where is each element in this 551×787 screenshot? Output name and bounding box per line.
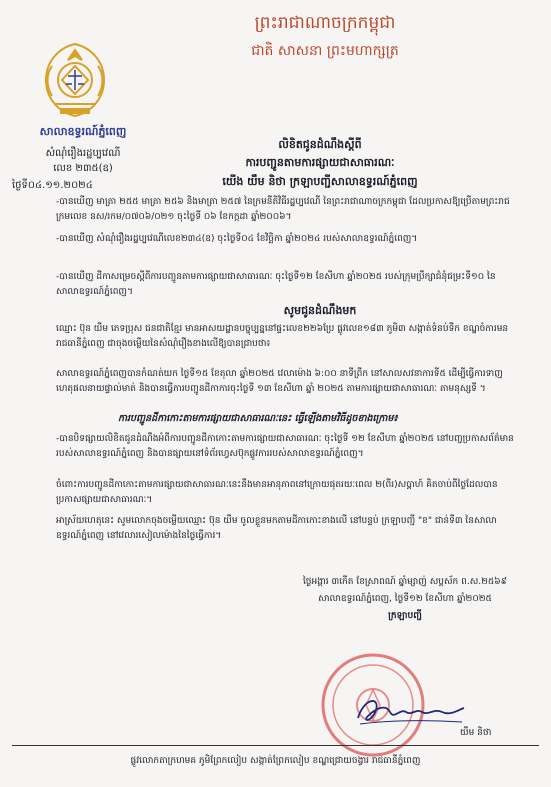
notice-issuer: យើង យឹម និថា ក្រឡាបញ្ជីសាលាឧទ្ធរណ៍ភ្នំពេញ: [222, 175, 418, 188]
paragraph-effect: ចំពោះការបញ្ជូនដីកាកោះតាមការផ្សាយជាសាធារណៈនេះនឹងមានអានុភាពនៅក្រោយផុតរយៈពេល ២(ពីរ)សប្ដាហ៍ គិតចាប់ពីថ្ងៃដែលបានប្រកាសផ្សាយជាសាធារណៈ។: [56, 480, 498, 505]
paragraph-summons: អាស្រ័យហេតុនេះ សូមលោកចុងចម្លើយឈ្មោះ ប៊ុន យឹម ចូលខ្លួនមកតាមដីកាកោះខាងលើ នៅបន្ទប់ ក្រឡាបញ្ជី "ខ" ជាន់ទី៣ នៃសាលាឧទ្ធរណ៍ភ្នំពេញ នៅវេលារសៀលម៉ោងនៃថ្ងៃធ្វើការ។: [56, 516, 497, 541]
case-office: សំណុំរឿងរដ្ឋប្បវេណី: [45, 148, 121, 159]
paragraph-publication: -បានបិទផ្សាយលិខិតជូនដំណឹងអំពីការបញ្ជូនដីកាកោះតាមការផ្សាយជាសាធារណៈ ចុះថ្ងៃទី ១២ ខែសីហា ឆ្នាំ២០២៥ នៅបញ្ចប្រកាសព័ត៌មានរបស់សាលាឧទ្ធរណ៍ភ្នំពេញ និងបានផ្សាយនៅទំព័រហ្វេសប៊ុកផ្លូវការរបស់សាលាឧទ្ធរណ៍ភ្នំពេញ។: [56, 434, 514, 459]
signer-role: ក្រឡាបញ្ជី: [388, 611, 422, 621]
paragraph-case-file: -បានឃើញ សំណុំរឿងរដ្ឋប្បវេណីលេខ២៣៤(ឧ) ចុះថ្ងៃទី០៤ ខែវិច្ឆិកា ឆ្នាំ២០២៤ របស់សាលាឧទ្ធរណ៍ភ្នំពេញ។: [56, 234, 418, 244]
document-number: លេខ ២៣៥(ឧ): [53, 163, 113, 174]
court-emblem-icon: [32, 36, 118, 124]
handwritten-signature: [350, 690, 470, 730]
document-date: ថ្ងៃទី០៤.១១.២០២៤: [12, 180, 93, 191]
lunar-date: ថ្ងៃអង្គារ ៣កើត ខែស្រាពណ៍ ឆ្នាំម្សាញ់ សប្តស័ក ព.ស.២៥៦៩: [302, 577, 508, 587]
notice-heading: សូមជូនដំណឹងមក: [283, 304, 357, 317]
notice-subtitle: ការបញ្ជូនតាមការផ្សាយជាសាធារណៈ: [245, 156, 395, 169]
signer-name: យឹម និថា: [460, 728, 492, 738]
footer-divider: [12, 745, 539, 746]
footer-address: ផ្លូវលោកតាក្រហមគ ភូមិព្រែកលៀប សង្កាត់ព្រែកលៀប ខណ្ឌជ្រោយចង្វារ រាជធានីភ្នំពេញ: [130, 756, 421, 766]
place-date: សាលាឧទ្ធរណ៍ភ្នំពេញ, ថ្ងៃទី១២ ខែសីហា ឆ្នាំ២០២៥: [318, 594, 492, 604]
court-name: សាលាឧទ្ធរណ៍ភ្នំពេញ: [39, 125, 127, 138]
paragraph-legal-basis: -បានឃើញ មាត្រា ២៥៥ មាត្រា ២៥៦ និងមាត្រា ២៥៧ នៃក្រមនីតិវិធីរដ្ឋប្បវេណី នៃព្រះរាជាណាចក្រកម្ពុជា ដែលប្រកាសឱ្យប្រើតាមព្រះរាជក្រមលេខ នស/រកម/០៧០៦/០២១ ចុះថ្ងៃទី ០៦ ខែកក្កដា ឆ្នាំ២០០៦។: [56, 197, 510, 222]
paragraph-addressee: ឈ្មោះ ប៊ុន យឹម ភេទប្រុស ជនជាតិខ្មែរ មានអាសយដ្ឋានបច្ចុប្បន្ននៅផ្ទះលេខ២២៦ប្រែ ផ្លូវលេខ១៨៣ ភូមិ៣ សង្កាត់ទំនប់ទឹក ខណ្ឌចំការមន រាជធានីភ្នំពេញ ជាចុងចម្លើយនៃសំណុំរឿងខាងលើឱ្យបានជ្រាបថា៖: [56, 324, 509, 349]
notice-title: លិខិតជូនដំណឹងស្ដីពី: [278, 138, 362, 151]
kingdom-motto: ជាតិ សាសនា ព្រះមហាក្សត្រ: [251, 43, 399, 59]
kingdom-title: ព្រះរាជាណាចក្រកម្ពុជា: [254, 13, 396, 33]
paragraph-decision: -បានឃើញ ដីកាសម្រេចស្ដីពីការបញ្ជូនតាមការផ្សាយជាសាធារណៈ ចុះថ្ងៃទី១២ ខែសីហា ឆ្នាំ២០២៥ របស់ក្រុមប្រឹក្សាជំនុំជម្រះទី១០ នៃសាលាឧទ្ធរណ៍ភ្នំពេញ។: [56, 272, 496, 297]
method-heading: ការបញ្ជូនដីកាកោះតាមការផ្សាយជាសាធារណៈនេះ ធ្វើឡើងតាមវិធីដូចខាងក្រោម៖: [118, 413, 398, 424]
paragraph-hearing: សាលាឧទ្ធរណ៍ភ្នំពេញបានកំណត់យក ថ្ងៃទី១៥ ខែតុលា ឆ្នាំ២០២៥ វេលាម៉ោង ៦:០០ នាទីព្រឹក នៅសាលសវនាការទី៥ ដើម្បីធ្វើការទាញហេតុផលនាយផ្ទាល់មាត់ និងបានធ្វើការបញ្ជូនដីកាការចុះថ្ងៃទី ១៣ ខែសីហា ឆ្នាំ ២០២៥ តាមការផ្សាយជាសាធារណៈ តាមនុស្សទី ។: [56, 369, 503, 394]
